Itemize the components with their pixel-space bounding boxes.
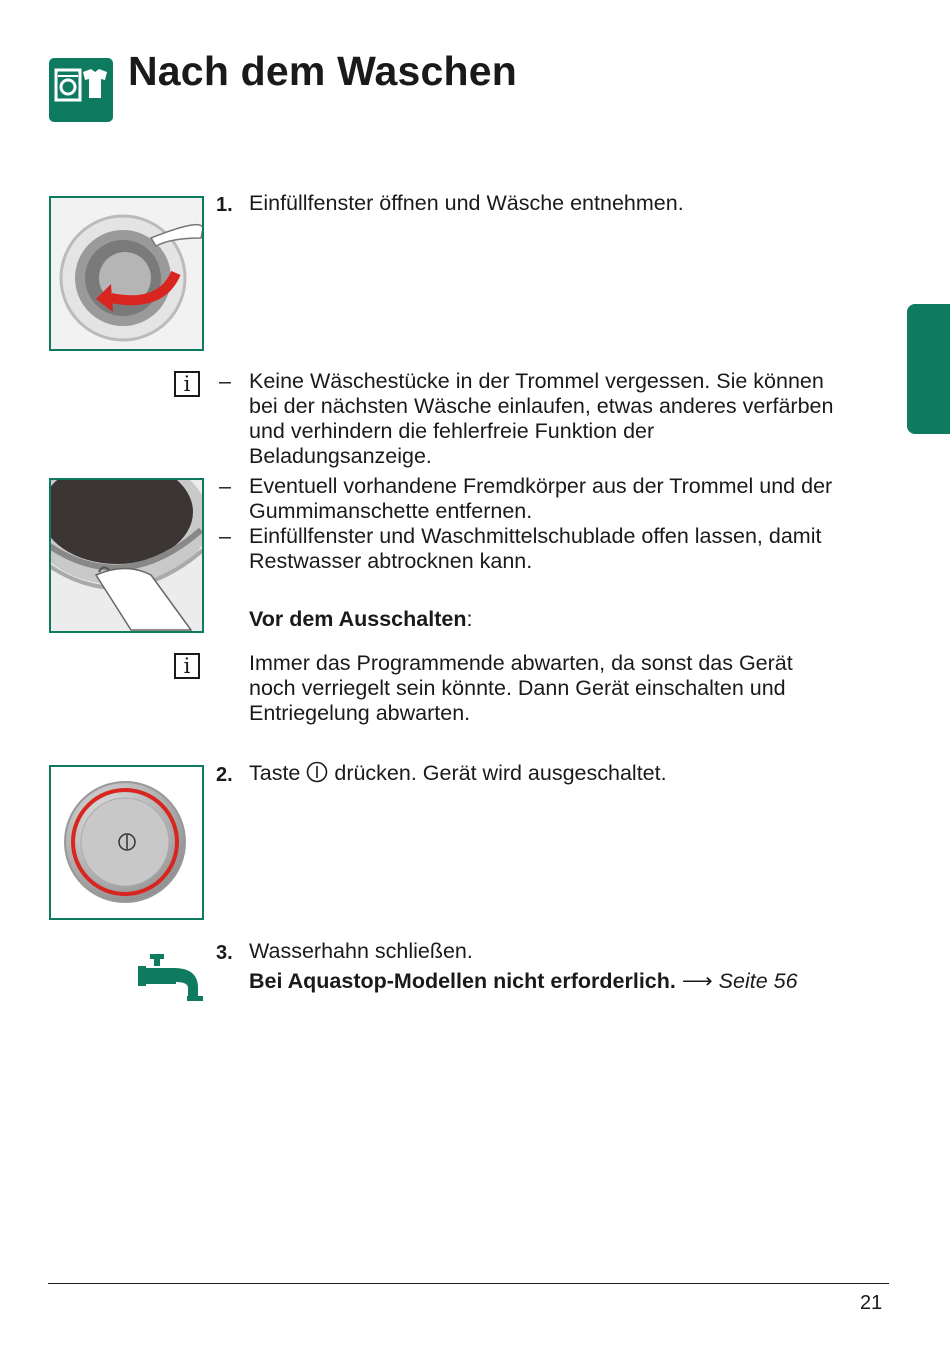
bullet-1	[249, 369, 833, 469]
before-off-line: Immer das Programmende abwarten, da sonst das Gerät	[249, 651, 793, 675]
bullet-1-line: Beladungsanzeige.	[249, 444, 432, 468]
step-3-number: 3.	[216, 942, 233, 964]
step-1-text: Einfüllfenster öffnen und Wäsche entnehmen.	[249, 191, 684, 215]
bullet-2	[249, 474, 832, 524]
bullet-1-line: bei der nächsten Wäsche einlaufen, etwas anderes verfärben	[249, 394, 834, 418]
step-3-note	[249, 969, 798, 994]
bullet-dash: –	[219, 369, 231, 393]
page-title: Nach dem Waschen	[128, 48, 518, 94]
step-1-number: 1.	[216, 194, 233, 216]
colon: :	[466, 607, 473, 631]
info-icon: i	[174, 371, 200, 397]
step-2-text-after: drücken. Gerät wird ausgeschaltet.	[334, 761, 667, 785]
page-reference-link[interactable]: Seite 56	[718, 969, 798, 993]
aquastop-note: Bei Aquastop-Modellen nicht erforderlich.	[249, 969, 676, 993]
section-tab	[907, 304, 950, 434]
page-number: 21	[860, 1292, 883, 1314]
before-off-heading	[249, 607, 472, 632]
power-knob-illustration	[49, 765, 204, 920]
bullet-3-line: Restwasser abtrocknen kann.	[249, 549, 533, 573]
arrow-right-icon: ⟶	[681, 969, 713, 993]
info-icon: i	[174, 653, 200, 679]
bullet-2-line: Gummimanschette entfernen.	[249, 499, 533, 523]
step-2-text	[249, 761, 667, 789]
bullet-dash: –	[219, 474, 231, 498]
bullet-dash: –	[219, 524, 231, 548]
bullet-2-line: Eventuell vorhandene Fremdkörper aus der Trommel und der	[249, 474, 833, 498]
faucet-icon	[138, 952, 206, 1002]
bullet-1-line: und verhindern die fehlerfreie Funktion der	[249, 419, 655, 443]
before-off-text	[249, 651, 793, 726]
gasket-cleaning-illustration	[49, 478, 204, 633]
bullet-1-line: Keine Wäschestücke in der Trommel vergessen. Sie können	[249, 369, 824, 393]
power-symbol-icon	[306, 761, 328, 789]
step-2-number: 2.	[216, 764, 233, 786]
before-off-line: Entriegelung abwarten.	[249, 701, 471, 725]
footer-divider	[48, 1283, 889, 1284]
before-off-heading-text: Vor dem Ausschalten	[249, 607, 467, 631]
before-off-line: noch verriegelt sein könnte. Dann Gerät einschalten und	[249, 676, 786, 700]
step-2-text-before: Taste	[249, 761, 301, 785]
open-door-illustration	[49, 196, 204, 351]
bullet-3	[249, 524, 821, 574]
step-3-text: Wasserhahn schließen.	[249, 939, 473, 963]
washer-shirt-icon	[49, 58, 113, 122]
bullet-3-line: Einfüllfenster und Waschmittelschublade offen lassen, damit	[249, 524, 822, 548]
